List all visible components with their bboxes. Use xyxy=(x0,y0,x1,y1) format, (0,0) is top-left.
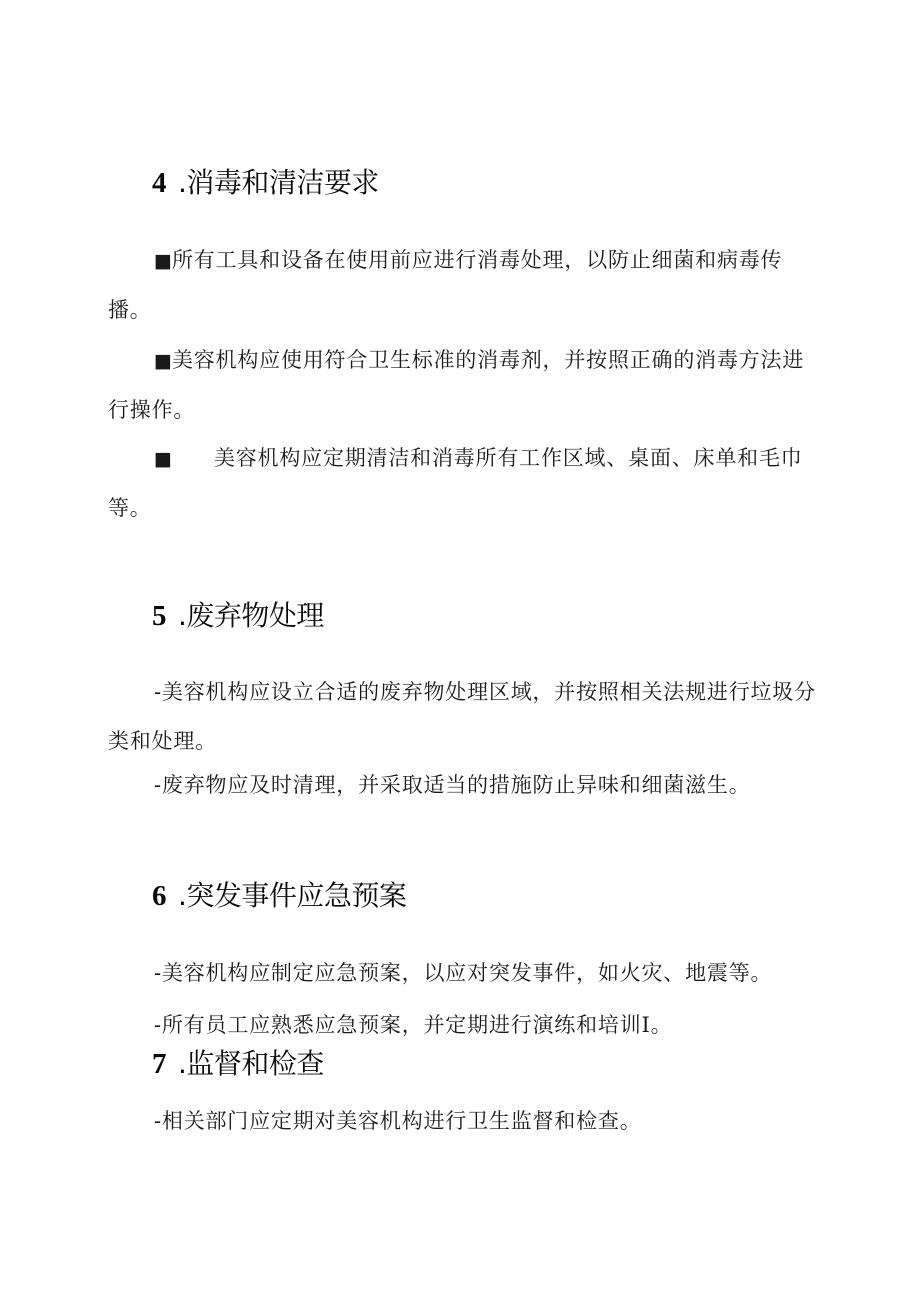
section-7-title: .监督和检查 xyxy=(178,1047,324,1080)
item-text: 美容机构应定期清洁和消毒所有工作区域、桌面、床单和毛巾 xyxy=(213,446,803,470)
section-5-item-2 xyxy=(154,770,751,800)
section-6-item-2 xyxy=(154,1010,672,1040)
square-bullet-icon: ■ xyxy=(154,350,172,372)
section-7-item-1 xyxy=(154,1106,642,1136)
item-text: 美容机构应设立合适的废弃物处理区域，并按照相关法规进行垃圾分 xyxy=(161,680,816,704)
section-6-number: 6 xyxy=(152,880,166,912)
item-text: 美容机构应制定应急预案，以应对突发事件，如火灾、地震等。 xyxy=(161,961,773,985)
section-6-heading xyxy=(152,878,406,914)
section-6-title: .突发事件应急预案 xyxy=(178,879,407,912)
section-4-number: 4 xyxy=(152,167,166,199)
item-text-continued: 等。 xyxy=(108,496,152,520)
dash-marker: - xyxy=(154,773,162,797)
item-text: 所有员工应熟悉应急预案，并定期进行演练和培训Ⅰ。 xyxy=(161,1013,673,1037)
item-text: 所有工具和设备在使用前应进行消毒处理，以防止细菌和病毒传 xyxy=(171,248,783,272)
item-text: 废弃物应及时清理，并采取适当的措施防止异味和细菌滋生。 xyxy=(161,773,751,797)
section-7-heading xyxy=(152,1046,324,1082)
item-text-continued: 播。 xyxy=(108,298,152,322)
item-text: 相关部门应定期对美容机构进行卫生监督和检查。 xyxy=(161,1109,642,1133)
section-5-number: 5 xyxy=(152,600,166,632)
section-4-heading xyxy=(152,165,379,201)
section-5-title: .废弃物处理 xyxy=(178,599,324,632)
item-text-continued: 行操作。 xyxy=(108,398,196,422)
dash-marker: - xyxy=(154,680,162,704)
square-bullet-icon: ■ xyxy=(154,448,172,470)
square-bullet-icon: ■ xyxy=(154,250,172,272)
item-text-continued: 类和处理。 xyxy=(108,729,217,753)
section-4-item-1 xyxy=(108,236,808,335)
section-4-title: .消毒和清洁要求 xyxy=(178,166,379,199)
dash-marker: - xyxy=(154,1109,162,1133)
section-5-item-1 xyxy=(108,668,818,766)
section-4-item-3 xyxy=(108,434,808,533)
section-5-heading xyxy=(152,598,324,634)
section-4-item-2 xyxy=(108,336,808,435)
section-7-number: 7 xyxy=(152,1048,166,1080)
dash-marker: - xyxy=(154,1013,162,1037)
section-6-item-1 xyxy=(154,958,772,988)
dash-marker: - xyxy=(154,961,162,985)
item-text: 美容机构应使用符合卫生标准的消毒剂，并按照正确的消毒方法进 xyxy=(171,348,805,372)
